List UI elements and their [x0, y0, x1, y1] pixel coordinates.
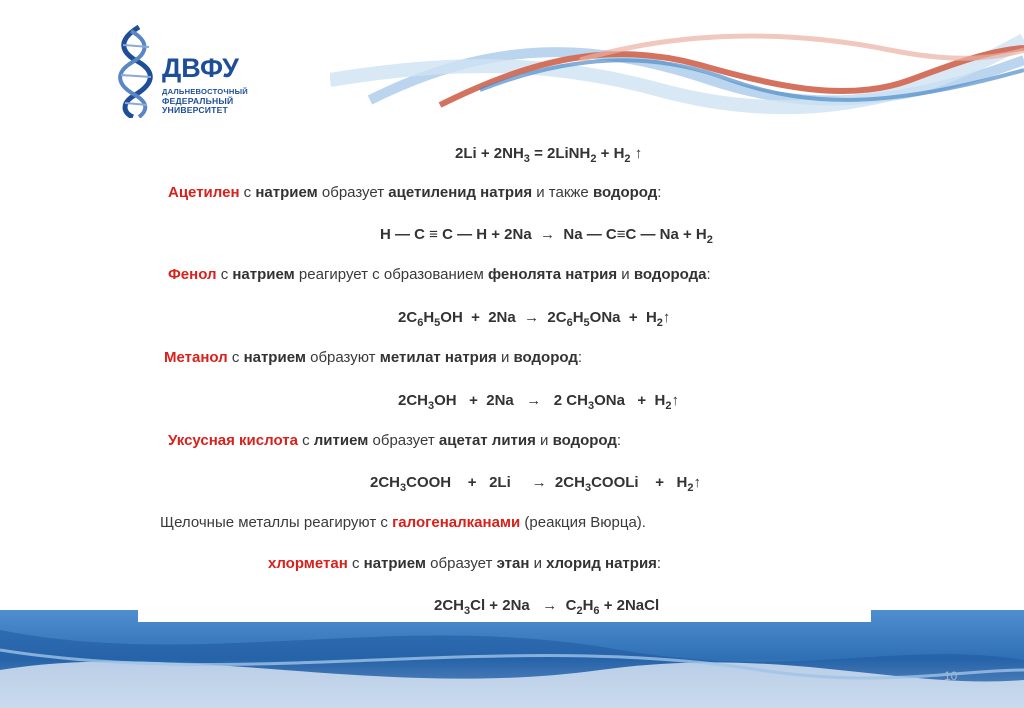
text-phenol: Фенол с натрием реагирует с образованием фенолята натрия и водорода:	[168, 266, 711, 283]
text-chloromethane: хлорметан с натрием образует этан и хлорид натрия:	[268, 555, 662, 572]
equation-acetylene-sodium: H — C ≡ C — H + 2Na → Na — C≡C — $Na + H_2$	[380, 226, 713, 246]
decorative-waves	[330, 20, 1024, 130]
footer-wave-band	[0, 610, 1024, 708]
text-wurtz: Щелочные металлы реагируют с галогеналканами (реакция Вюрца).	[160, 514, 646, 531]
equation-lithium-ammonia: $2Li + 2NH_3$ = 2LiNH$_2$ + $H_2$ ↑	[455, 145, 643, 165]
text-acetic-acid: Уксусная кислота с литием образует ацетат лития и водород:	[168, 432, 622, 449]
logo-title: ДВФУ	[162, 53, 239, 83]
dna-helix-icon	[109, 25, 169, 118]
equation-acetic-lithium: $2CH_3COOH$ + 2Li → $2CH_3COOLi$ + $H_2↑$	[370, 474, 701, 494]
page-number: 10	[944, 669, 958, 683]
text-methanol: Метанол с натрием образуют метилат натрия и водород:	[164, 349, 583, 366]
equation-methanol-sodium: $2CH_3OH + 2Na \to 2$ $CH_3ONa$ + $H_2↑$	[398, 392, 679, 412]
dvfu-logo	[109, 25, 259, 118]
equation-chloromethane-sodium: $2CH_3Cl + 2Na \to C_2H_6$ + 2NaCl	[434, 597, 660, 617]
text-acetylene: Ацетилен с натрием образует ацетиленид натрия и также водород:	[168, 184, 662, 201]
content-panel	[138, 120, 871, 622]
logo-line-1: ДАЛЬНЕВОСТОЧНЫЙ	[162, 87, 248, 96]
logo-line-3: УНИВЕРСИТЕТ	[162, 105, 228, 115]
logo-line-2: ФЕДЕРАЛЬНЫЙ	[162, 96, 234, 106]
equation-phenol-sodium: $2C_6H_5OH + 2Na \to 2C_6H_5ONa$ + $H_2↑$	[398, 309, 671, 329]
